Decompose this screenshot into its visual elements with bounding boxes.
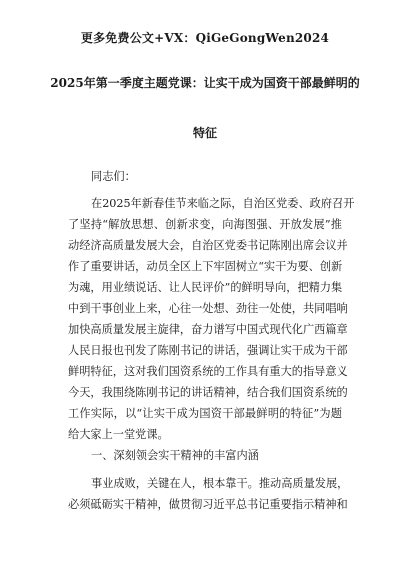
paragraph-line: 在2025年新春佳节来临之际，自治区党委、政府召开: [91, 197, 355, 210]
paragraph-line: 今天，我围绕陈刚书记的讲话精神，结合我们国资系统的: [68, 386, 348, 399]
paragraph-line: 动经济高质量发展大会，自治区党委书记陈刚出席会议并: [68, 239, 348, 252]
paragraph-line: 给大家上一堂党课。: [68, 428, 169, 441]
section-heading: 一、深刻领会实干精神的丰富内涵: [91, 449, 259, 462]
salutation: 同志们：: [91, 170, 136, 183]
document-title-line-1: 2025年第一季度主题党课：让实干成为国资干部最鲜明的: [50, 76, 360, 90]
paragraph-line: 加快高质量发展主旋律，奋力谱写中国式现代化广西篇章: [68, 323, 348, 336]
paragraph-line: 作了重要讲话，动员全区上下牢固树立“实干为要、创新: [68, 260, 343, 273]
document-title-line-2: 特征: [192, 126, 217, 140]
paragraph-line: 人民日报也刊发了陈刚书记的讲话，强调让实干成为干部: [68, 344, 348, 357]
paragraph-line: 事业成败，关键在人，根本靠干。推动高质量发展，: [91, 477, 349, 490]
paragraph-line: 鲜明特征，这对我们国资系统的工作具有重大的指导意义: [68, 365, 348, 378]
paragraph-line: 为魂，用业绩说话、让人民评价”的鲜明导向，把精力集: [68, 281, 343, 294]
paragraph-line: 中到干事创业上来，心往一处想、劲往一处使，共同唱响: [68, 302, 348, 315]
paragraph-line: 了坚持“解放思想、创新求变，向海图强、开放发展”推: [68, 218, 342, 231]
promo-header: 更多免费公文+VX：QiGeGongWen2024: [80, 31, 330, 45]
paragraph-line: 必须砥砺实干精神，做贯彻习近平总书记重要指示精神和: [68, 498, 348, 511]
paragraph-line: 工作实际，以“让实干成为国资干部最鲜明的特征”为题: [68, 407, 342, 420]
